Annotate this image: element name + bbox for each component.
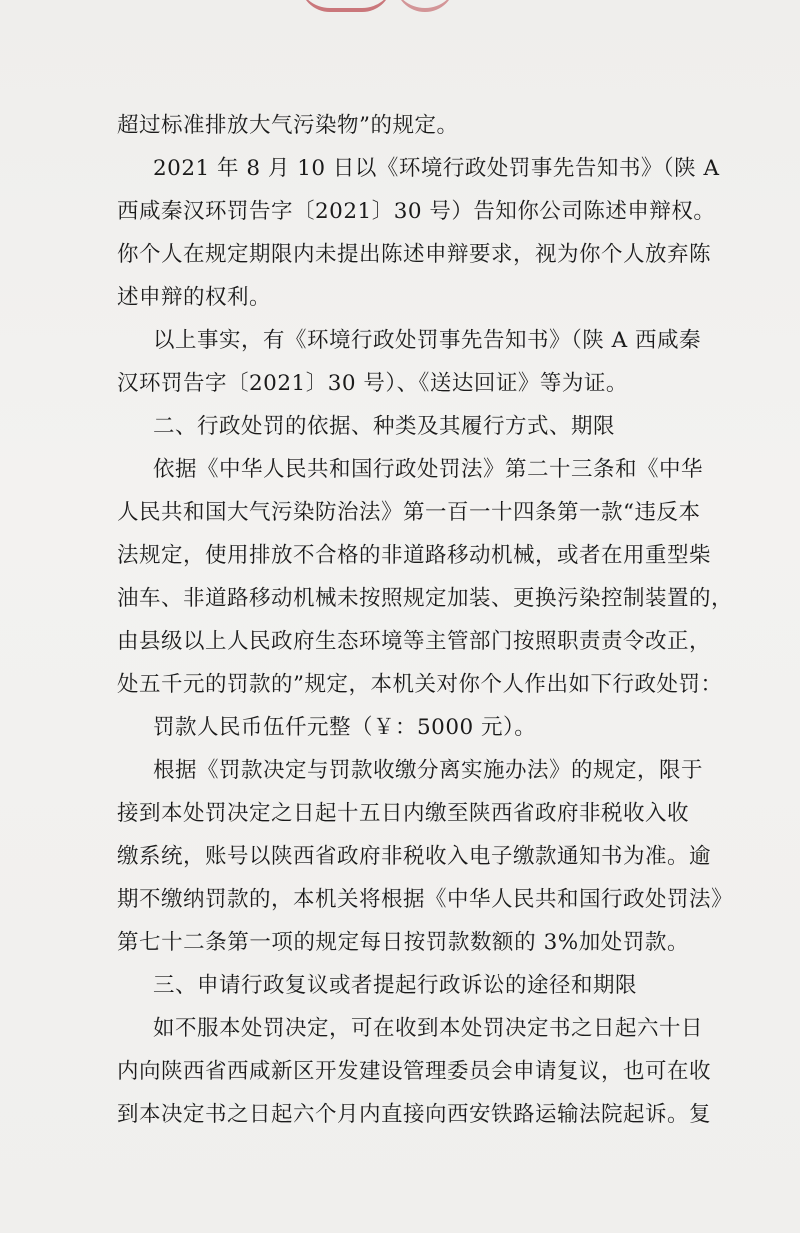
text-line: 人民共和国大气污染防治法》第一百一十四条第一款“违反本 [117, 500, 701, 525]
section-heading: 二、行政处罚的依据、种类及其履行方式、期限 [153, 414, 616, 439]
text-line: 你个人在规定期限内未提出陈述申辩要求，视为你个人放弃陈 [117, 242, 712, 267]
text-line: 处五千元的罚款的”规定，本机关对你个人作出如下行政处罚： [117, 672, 723, 697]
red-seal-edge [300, 0, 392, 12]
text-line: 超过标准排放大气污染物”的规定。 [117, 113, 459, 138]
text-line: 2021 年 8 月 10 日以《环境行政处罚事先告知书》（陕 A [153, 156, 720, 181]
text-line: 缴系统，账号以陕西省政府非税收入电子缴款通知书为准。逾 [117, 844, 712, 869]
section-heading: 三、申请行政复议或者提起行政诉讼的途径和期限 [153, 973, 638, 998]
text-line: 如不服本处罚决定，可在收到本处罚决定书之日起六十日 [153, 1016, 704, 1041]
text-line: 到本决定书之日起六个月内直接向西安铁路运输法院起诉。复 [117, 1102, 712, 1127]
text-line: 罚款人民币伍仟元整（￥：5000 元）。 [153, 715, 537, 740]
text-line: 由县级以上人民政府生态环境等主管部门按照职责责令改正， [117, 629, 712, 654]
red-seal-edge-secondary [395, 0, 455, 12]
text-line: 油车、非道路移动机械未按照规定加装、更换污染控制装置的， [117, 586, 734, 611]
text-line: 西咸秦汉环罚告字〔2021〕30 号）告知你公司陈述申辩权。 [117, 199, 716, 224]
text-line: 根据《罚款决定与罚款收缴分离实施办法》的规定，限于 [153, 758, 704, 783]
text-line: 法规定，使用排放不合格的非道路移动机械，或者在用重型柴 [117, 543, 712, 568]
text-line: 第七十二条第一项的规定每日按罚款数额的 3%加处罚款。 [117, 930, 689, 955]
text-line: 期不缴纳罚款的，本机关将根据《中华人民共和国行政处罚法》 [117, 887, 734, 912]
text-line: 以上事实，有《环境行政处罚事先告知书》（陕 A 西咸秦 [153, 328, 701, 353]
text-line: 内向陕西省西咸新区开发建设管理委员会申请复议，也可在收 [117, 1059, 712, 1084]
text-line: 汉环罚告字〔2021〕30 号）、《送达回证》等为证。 [117, 371, 628, 396]
text-line: 接到本处罚决定之日起十五日内缴至陕西省政府非税收入收 [117, 801, 690, 826]
text-line: 述申辩的权利。 [117, 285, 272, 310]
text-line: 依据《中华人民共和国行政处罚法》第二十三条和《中华 [153, 457, 704, 482]
